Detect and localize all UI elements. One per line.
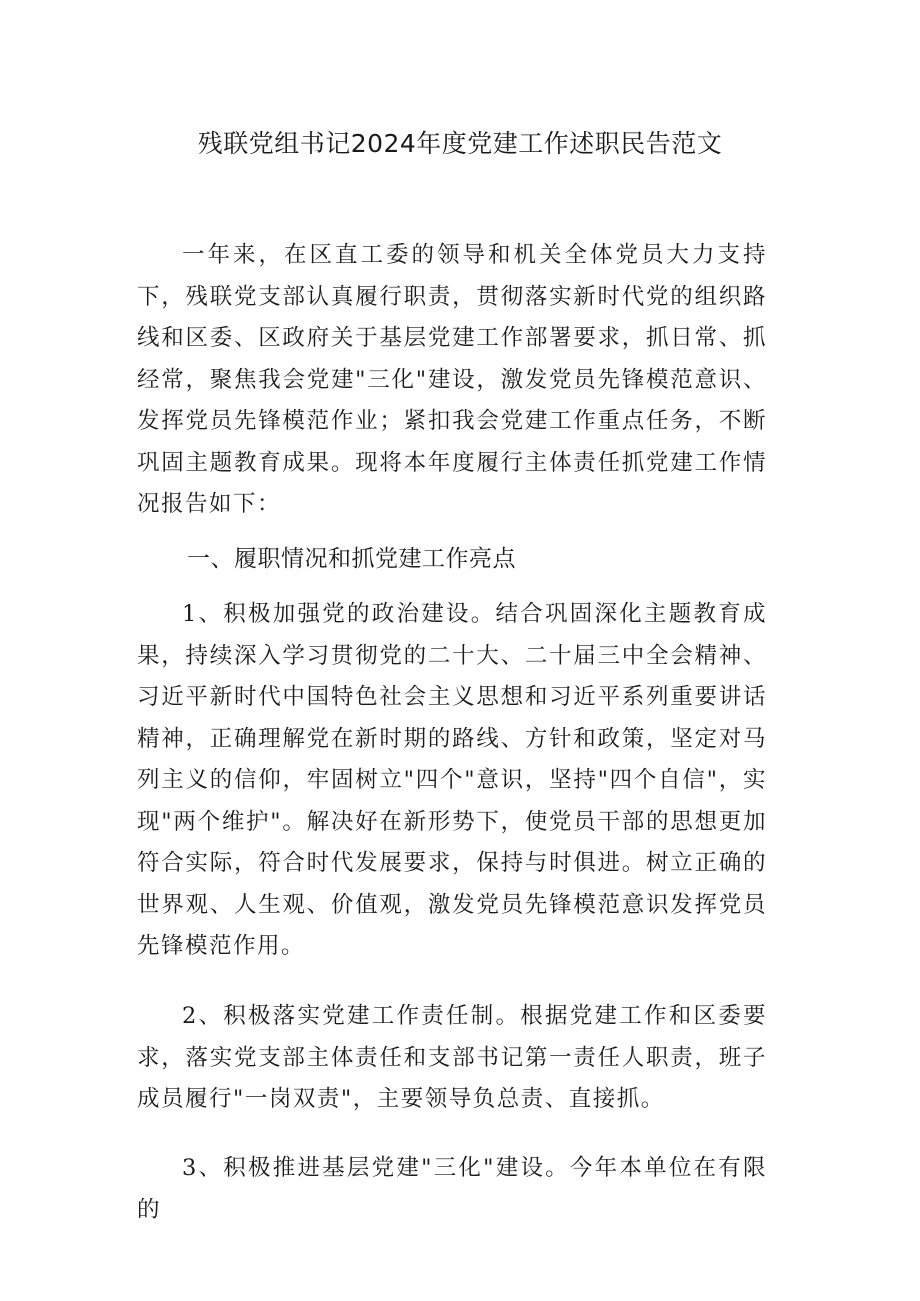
paragraph-political-building: 1、积极加强党的政治建设。结合巩固深化主题教育成果，持续深入学习贯彻党的二十大、二十届三中全会精神、习近平新时代中国特色社会主义思想和习近平系列重要讲话精神，正确理解党在新时期的路线、方针和政策，坚定对马列主义的信仰，牢固树立"四个"意识，坚持"四个自信"，实现"两个维护"。解决好在新形势下，使党员干部的思想更加符合实际，符合时代发展要求，保持与时俱进。树立正确的世界观、人生观、价值观，激发党员先锋模范意识发挥党员先锋模范作用。 bbox=[137, 601, 767, 959]
intro-paragraph: 一年来，在区直工委的领导和机关全体党员大力支持下，残联党支部认真履行职责，贯彻落实新时代党的组织路线和区委、区政府关于基层党建工作部署要求，抓日常、抓经常，聚焦我会党建"三化"建设，激发党员先锋模范意识、发挥党员先锋模范作业；紧扣我会党建工作重点任务，不断巩固主题教育成果。现将本年度履行主体责任抓党建工作情况报告如下： bbox=[137, 242, 767, 517]
paragraph-responsibility-system: 2、积极落实党建工作责任制。根据党建工作和区委要求，落实党支部主体责任和支部书记第一责任人职责，班子成员履行"一岗双责"，主要领导负总责、直接抓。 bbox=[137, 1003, 767, 1112]
document-title: 残联党组书记2024年度党建工作述职民告范文 bbox=[197, 129, 723, 158]
paragraph-grassroots-building: 3、积极推进基层党建"三化"建设。今年本单位在有限的 bbox=[137, 1155, 767, 1223]
section-heading: 一、履职情况和抓党建工作亮点 bbox=[187, 546, 516, 572]
